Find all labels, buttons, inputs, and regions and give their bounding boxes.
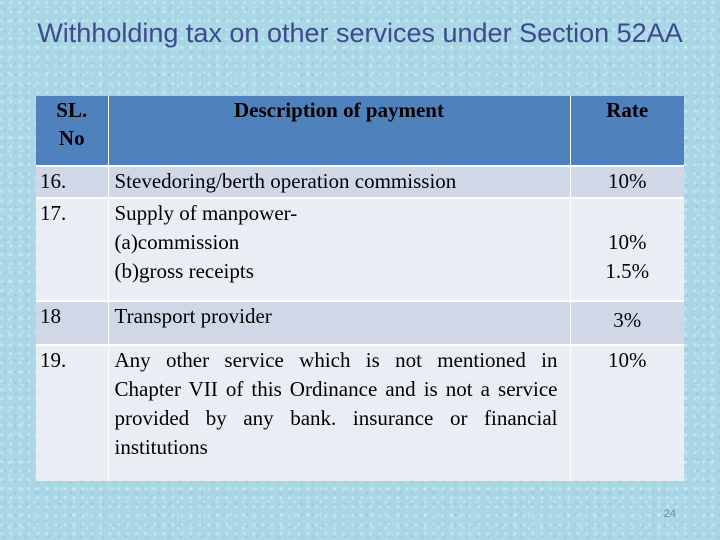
rate-cell bbox=[570, 198, 684, 301]
description-line: Any other service which is not mentioned in Chapter VII of this Ordinance and is not a service provided by any bank. insurance or financial institutions bbox=[114, 348, 558, 459]
withholding-tax-table bbox=[36, 96, 684, 481]
rate-line: 10% bbox=[608, 169, 647, 193]
sl-cell: 18 bbox=[36, 301, 108, 345]
table-row bbox=[36, 301, 684, 345]
sl-cell: 16. bbox=[36, 166, 108, 198]
sl-cell: 17. bbox=[36, 198, 108, 301]
table-row bbox=[36, 345, 684, 481]
rate-cell bbox=[570, 345, 684, 481]
page-number: 24 bbox=[663, 508, 676, 520]
description-cell bbox=[108, 301, 570, 345]
slide-title: Withholding tax on other services under Section 52AA bbox=[37, 18, 683, 48]
header-sl-no: SL. No bbox=[36, 96, 108, 166]
table-header-row bbox=[36, 96, 684, 166]
description-cell bbox=[108, 166, 570, 198]
description-line: (a)commission bbox=[114, 230, 240, 254]
description-line: (b)gross receipts bbox=[114, 259, 254, 283]
rate-line bbox=[571, 199, 685, 228]
rate-cell bbox=[570, 166, 684, 198]
table-row bbox=[36, 198, 684, 301]
description-cell bbox=[108, 345, 570, 481]
table-row bbox=[36, 166, 684, 198]
rate-line: 10% bbox=[608, 230, 647, 254]
sl-cell: 19. bbox=[36, 345, 108, 481]
description-line: Stevedoring/berth operation commission bbox=[114, 169, 457, 193]
description-cell bbox=[108, 198, 570, 301]
description-line: Transport provider bbox=[114, 304, 272, 328]
rate-line: 3% bbox=[613, 308, 642, 332]
header-rate: Rate bbox=[570, 96, 684, 166]
rate-line: 1.5% bbox=[605, 259, 650, 283]
description-line: Supply of manpower- bbox=[114, 201, 298, 225]
header-description: Description of payment bbox=[108, 96, 570, 166]
rate-cell bbox=[570, 301, 684, 345]
rate-line: 10% bbox=[608, 348, 647, 372]
